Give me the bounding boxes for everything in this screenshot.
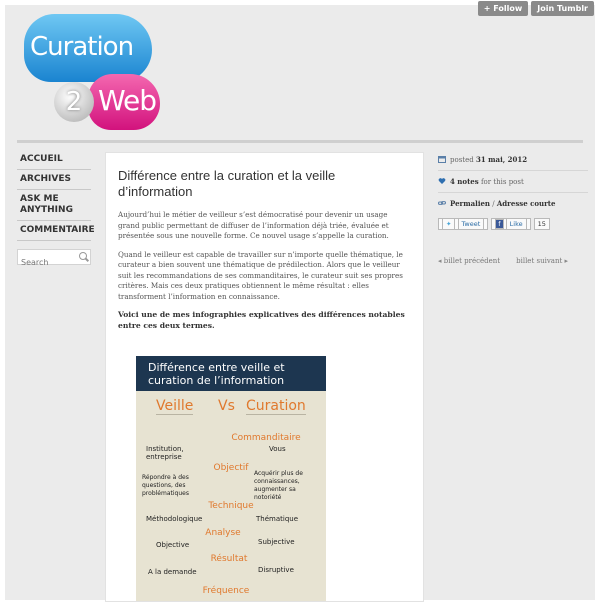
infographic-category: Analyse <box>205 528 241 538</box>
infographic-category: Objectif <box>213 463 249 473</box>
facebook-like-button[interactable] <box>491 218 530 230</box>
search-box <box>17 249 91 265</box>
infographic-category: Commanditaire <box>231 433 301 443</box>
infographic-right-value: Disruptive <box>258 566 294 574</box>
post-paragraph-2: Quand le veilleur est capable de travailler sur n’importe quelle thématique, le curateur a bien souvent une thématique de prédilection. Alors que le veilleur suit les recommandations de ses commanditaires, le curateur suit ses propres critères. Mais ces deux pratiques obtiennent le même résultat : elles transforment l’information en connaissance. <box>118 249 403 301</box>
infographic-vs: Vs <box>218 398 235 414</box>
infographic-left-value: Institution, entreprise <box>146 445 184 461</box>
logo-web-text: Web <box>98 84 157 117</box>
infographic-category: Technique <box>208 501 254 511</box>
nav-item-ask[interactable]: ASK ME ANYTHING <box>17 190 91 221</box>
infographic-veille-heading: Veille <box>156 398 194 414</box>
nav-item-accueil[interactable]: ACCUEIL <box>17 150 91 170</box>
notes-count[interactable]: 4 notes <box>450 177 479 186</box>
notes-row <box>438 174 588 193</box>
main-nav <box>17 150 95 265</box>
heart-icon <box>438 177 446 185</box>
link-icon <box>438 199 446 207</box>
twitter-icon: ✦ <box>442 218 455 230</box>
infographic-left-value: Répondre à des questions, des problématiques <box>142 474 189 497</box>
facebook-icon: f <box>495 219 503 229</box>
posted-date[interactable]: 31 mai, 2012 <box>475 155 528 164</box>
notes-suffix: for this post <box>480 178 524 186</box>
arrow-left-icon: ◂ <box>438 257 442 265</box>
infographic-right-value: Vous <box>269 445 286 453</box>
infographic-curation-heading: Curation <box>246 398 306 414</box>
previous-post-label: billet précédent <box>443 257 501 265</box>
calendar-icon <box>438 155 446 163</box>
site-logo[interactable] <box>20 10 160 135</box>
post-card <box>105 152 424 602</box>
logo-curation-text: Curation <box>30 32 134 62</box>
infographic-right-value: Acquérir plus de connaissances, augmenter sa notoriété <box>254 470 303 501</box>
header-divider <box>17 140 583 143</box>
infographic-right-value: Subjective <box>258 538 295 546</box>
infographic-left-value: A la demande <box>148 568 197 576</box>
posted-date-row <box>438 152 588 171</box>
infographic-category: Fréquence <box>202 586 250 596</box>
short-url-link[interactable]: Adresse courte <box>496 199 556 208</box>
infographic-image[interactable] <box>136 356 326 601</box>
logo-2-circle: 2 <box>54 82 94 122</box>
infographic-category: Résultat <box>210 554 248 564</box>
join-tumblr-button[interactable]: Join Tumblr <box>531 1 594 16</box>
infographic-title: Différence entre veille et curation de l’information <box>136 356 326 391</box>
infographic-left-value: Méthodologique <box>146 515 203 523</box>
infographic-right-value: Thématique <box>256 515 299 523</box>
previous-post-link[interactable] <box>438 257 500 265</box>
search-icon[interactable] <box>79 252 87 260</box>
tweet-button[interactable] <box>438 218 488 230</box>
tumblr-controls <box>478 1 594 16</box>
posted-prefix: posted <box>450 156 474 164</box>
post-meta-sidebar <box>438 152 588 234</box>
post-pagination <box>438 257 568 265</box>
next-post-link[interactable] <box>516 257 568 265</box>
post-paragraph-1: Aujourd’hui le métier de veilleur s’est démocratisé pour devenir un usage grand public permettant de diffuser de l’information déjà triée, évaluée et présentée sous une nouvelle forme. Ce nouvel usage s’appelle la curation. <box>118 210 389 240</box>
share-buttons <box>438 214 588 234</box>
tweet-label: Tweet <box>458 218 485 230</box>
next-post-label: billet suivant <box>516 257 563 265</box>
links-row <box>438 196 588 214</box>
post-paragraph-3: Voici une de mes infographies explicatives des différences notables entre ces deux termes. <box>118 310 405 330</box>
nav-item-commentaire[interactable]: COMMENTAIRE <box>17 221 91 241</box>
post-title[interactable]: Différence entre la curation et la veille d’information <box>118 168 336 199</box>
follow-button[interactable]: + Follow <box>478 1 529 16</box>
arrow-right-icon: ▸ <box>564 257 569 265</box>
infographic-versus-row <box>136 391 326 421</box>
like-count: 15 <box>534 218 550 230</box>
search-input[interactable] <box>18 256 80 269</box>
link-separator: / <box>492 200 495 208</box>
infographic-left-value: Objective <box>156 541 190 549</box>
like-label: Like <box>506 218 527 230</box>
nav-item-archives[interactable]: ARCHIVES <box>17 170 91 190</box>
permalink-link[interactable]: Permalien <box>450 199 491 208</box>
